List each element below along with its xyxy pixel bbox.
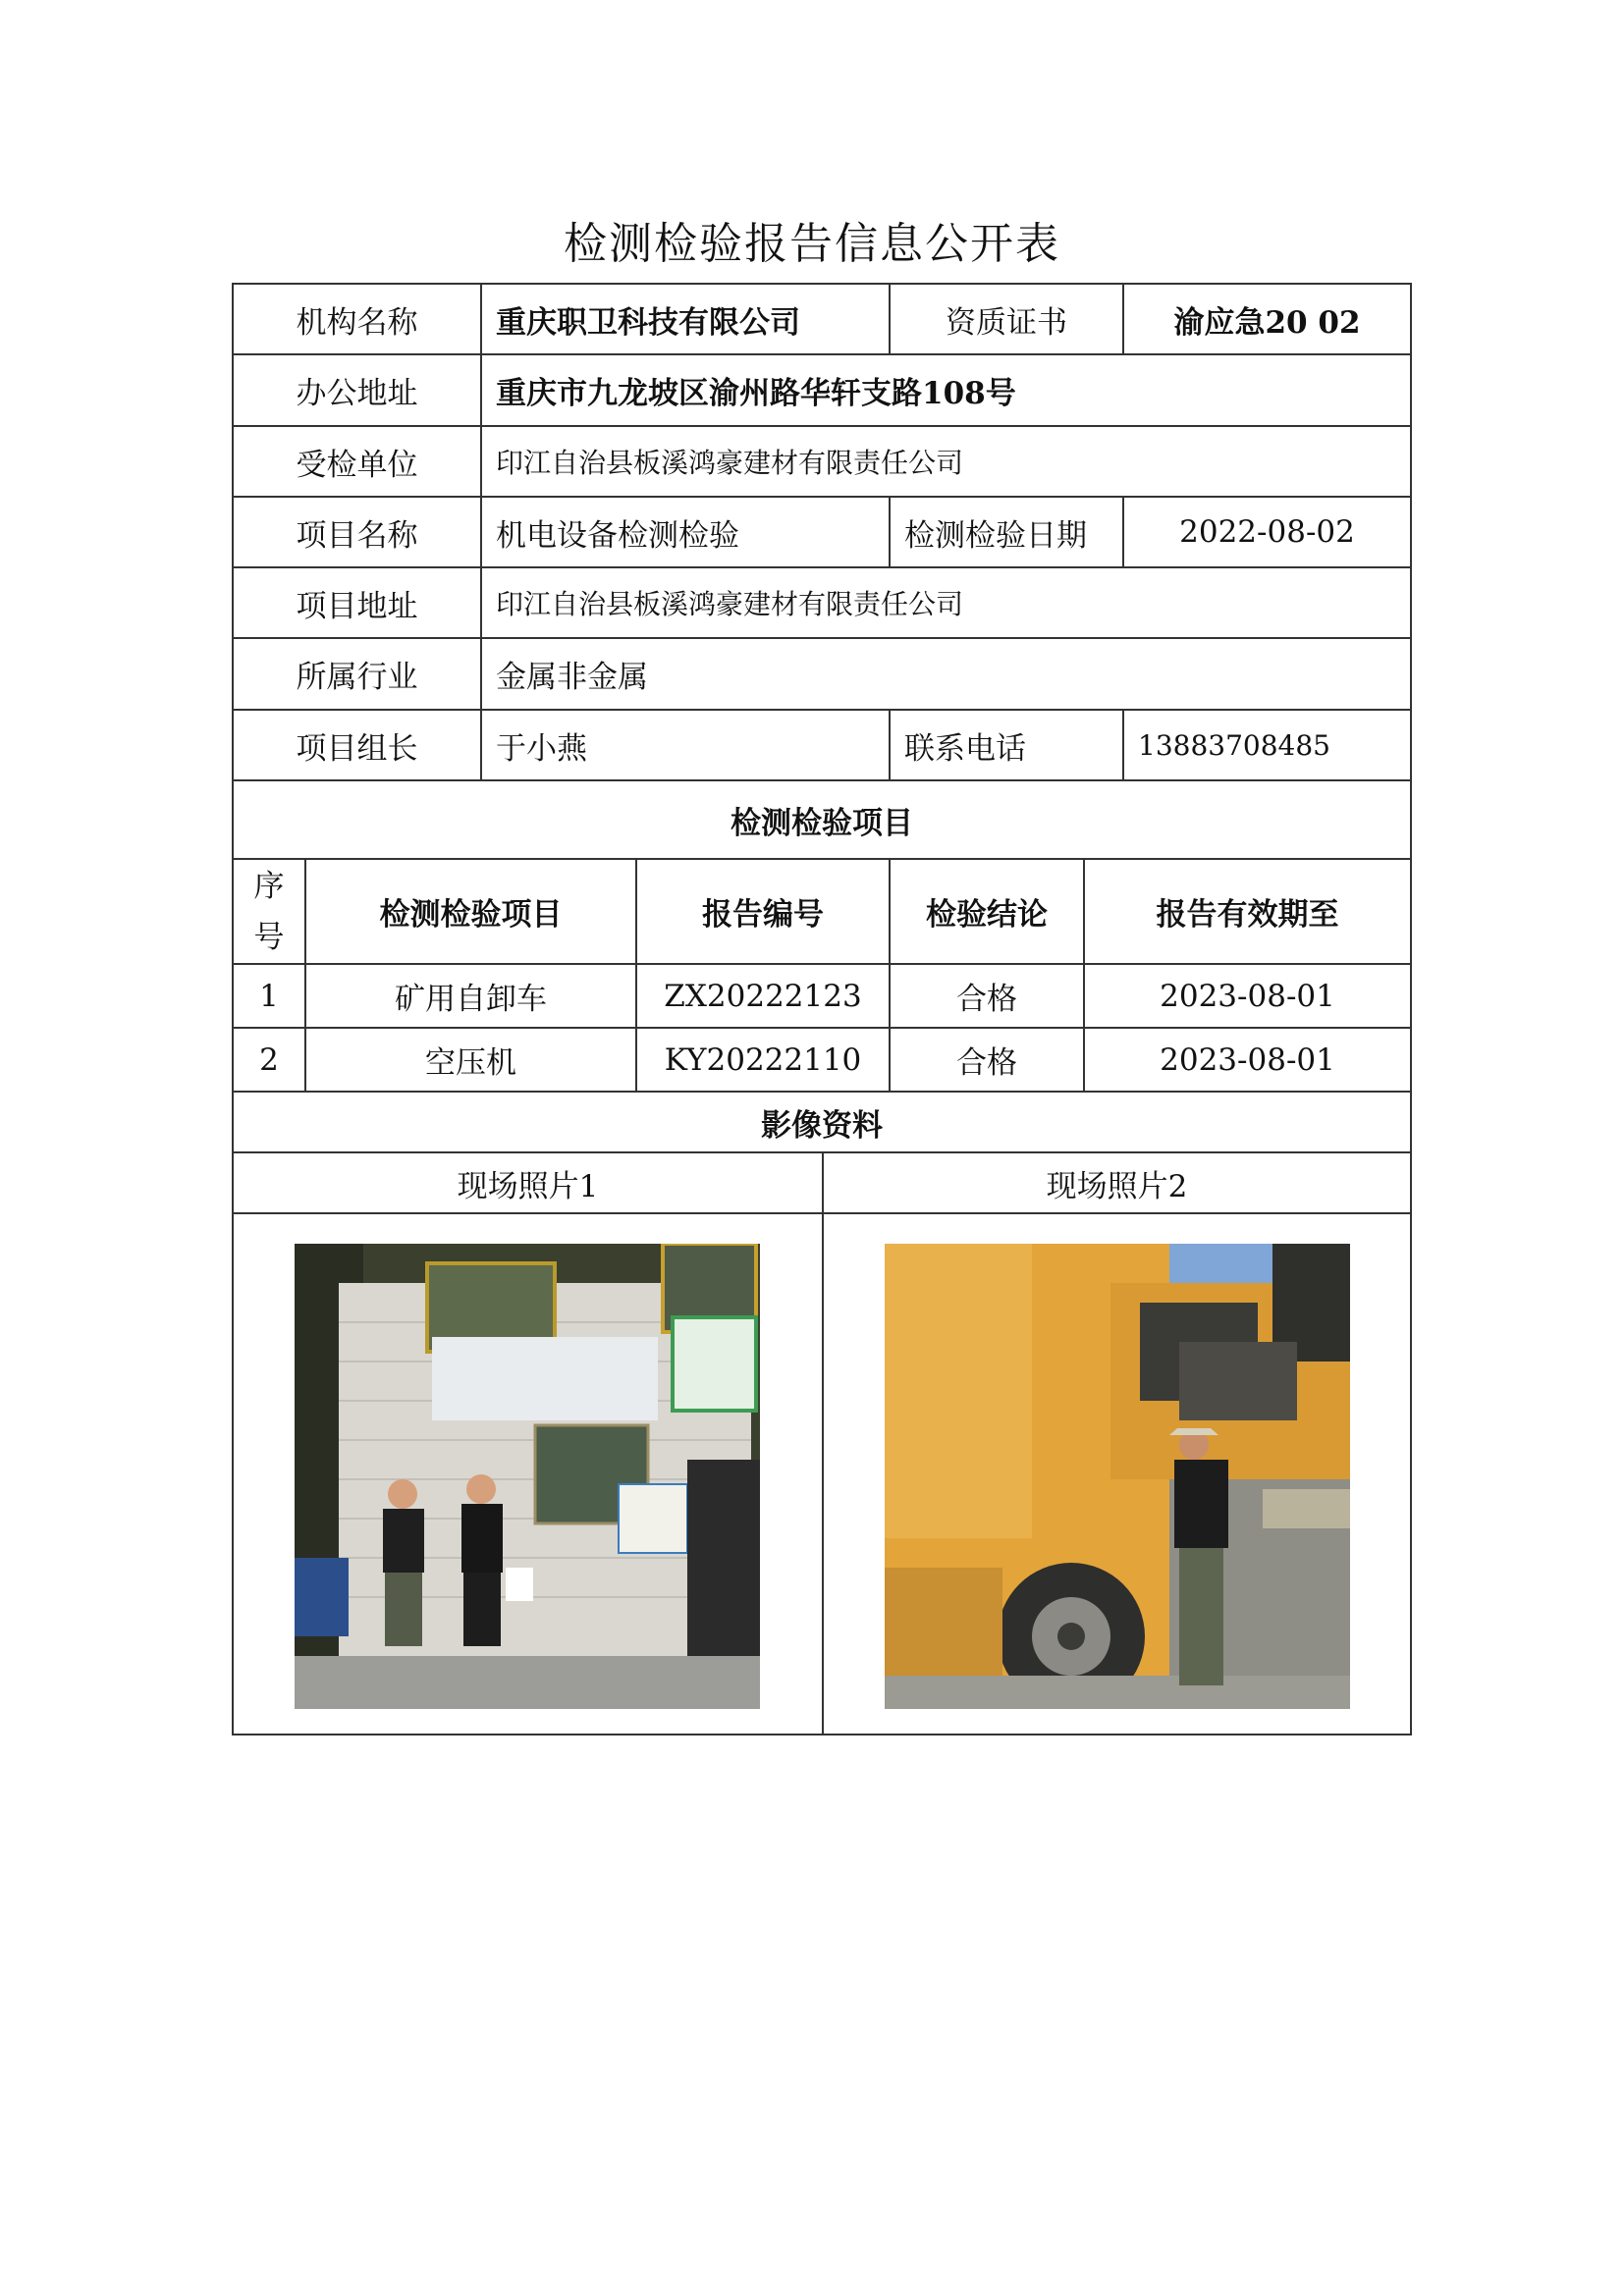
row-item: 空压机: [306, 1029, 637, 1091]
seq-header-a: 序: [253, 868, 285, 904]
seq-header: [234, 860, 306, 963]
item-header: 检测检验项目: [306, 860, 637, 963]
row-unit: [234, 427, 1410, 498]
date-value: 2022-08-02: [1179, 514, 1355, 550]
row-conclusion: 合格: [891, 1029, 1085, 1091]
row-address: [234, 355, 1410, 427]
row-valid-until: 2023-08-01: [1160, 1041, 1335, 1078]
row-report-no: KY20222110: [637, 1029, 891, 1091]
leader-value: 于小燕: [482, 711, 891, 779]
row-org: [234, 285, 1410, 355]
site-photo-2: [885, 1244, 1350, 1709]
projaddr-label: 项目地址: [234, 568, 482, 637]
photo-labels-row: [234, 1153, 1410, 1214]
cert-label: 资质证书: [891, 285, 1124, 353]
industry-label: 所属行业: [234, 639, 482, 709]
items-section-header: [234, 781, 1410, 860]
row-leader: [234, 711, 1410, 781]
leader-label: 项目组长: [234, 711, 482, 779]
date-label: 检测检验日期: [891, 498, 1124, 566]
photo2-label: 现场照片2: [1046, 1168, 1188, 1204]
row-seq: 1: [234, 965, 306, 1027]
phone-value: 13883708485: [1138, 728, 1330, 762]
projaddr-value: 印江自治县板溪鸿豪建材有限责任公司: [496, 588, 964, 620]
row-industry: [234, 639, 1410, 711]
row-item: 矿用自卸车: [306, 965, 637, 1027]
site-photo-1: [295, 1244, 760, 1709]
addr-value: 重庆市九龙坡区渝州路华轩支路108号: [496, 376, 1016, 411]
row-seq: 2: [234, 1029, 306, 1091]
unit-value: 印江自治县板溪鸿豪建材有限责任公司: [496, 447, 964, 479]
unit-label: 受检单位: [234, 427, 482, 496]
items-section-title: 检测检验项目: [731, 805, 913, 841]
row-conclusion: 合格: [891, 965, 1085, 1027]
page-title: 检测检验报告信息公开表: [564, 219, 1060, 269]
addr-label: 办公地址: [234, 355, 482, 425]
row-project: [234, 498, 1410, 568]
row-project-address: [234, 568, 1410, 639]
org-label: 机构名称: [234, 285, 482, 353]
proj-value: 机电设备检测检验: [482, 498, 891, 566]
conclusion-header: 检验结论: [891, 860, 1085, 963]
table-row: [234, 965, 1410, 1029]
photo1-cell: [234, 1214, 824, 1734]
items-header-row: [234, 860, 1410, 965]
photos-row: [234, 1214, 1410, 1734]
photo1-label: 现场照片1: [234, 1153, 824, 1212]
row-report-no: ZX20222123: [637, 965, 891, 1027]
org-value: 重庆职卫科技有限公司: [482, 285, 891, 353]
phone-label: 联系电话: [891, 711, 1124, 779]
industry-value: 金属非金属: [496, 660, 648, 695]
report-no-header: 报告编号: [637, 860, 891, 963]
cert-value: 渝应急20 02: [1173, 304, 1361, 341]
valid-until-header: 报告有效期至: [1156, 897, 1339, 933]
seq-header-b: 号: [253, 919, 285, 955]
images-section-title: 影像资料: [761, 1107, 883, 1144]
info-table: [232, 283, 1412, 1735]
table-row: [234, 1029, 1410, 1093]
proj-label: 项目名称: [234, 498, 482, 566]
photo2-cell: [824, 1214, 1410, 1734]
images-section-header: [234, 1093, 1410, 1153]
row-valid-until: 2023-08-01: [1160, 978, 1335, 1014]
